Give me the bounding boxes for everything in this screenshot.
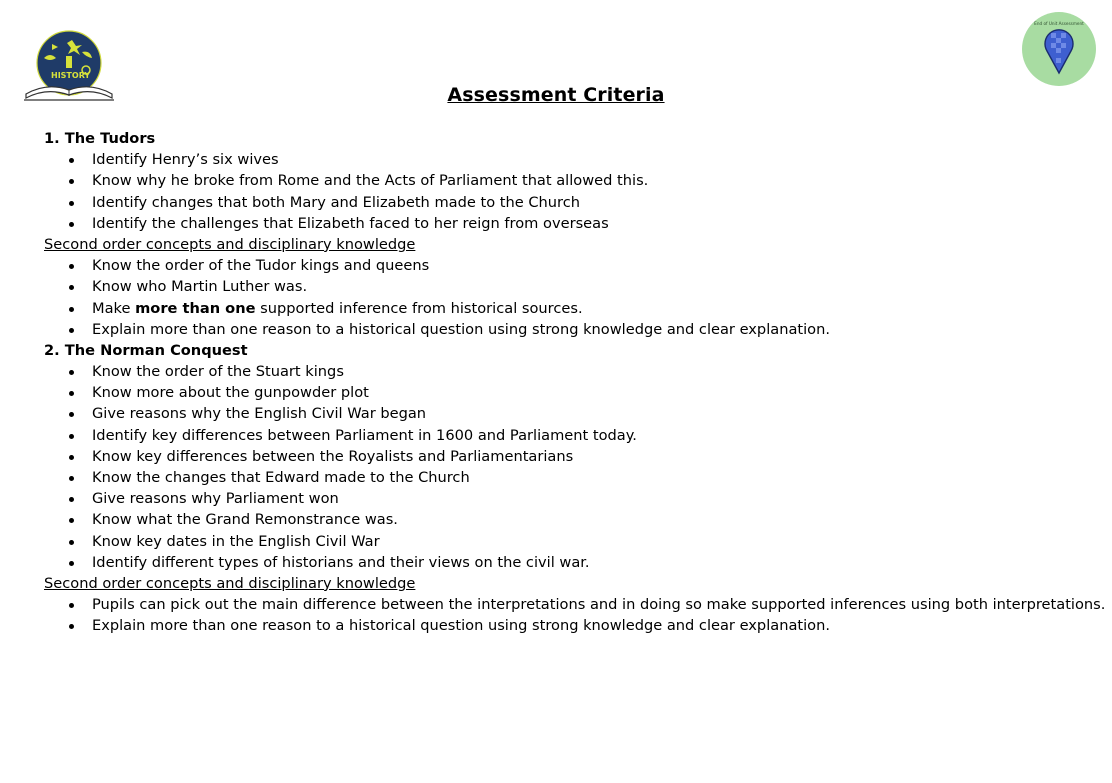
list-item: Know the changes that Edward made to the Church <box>44 467 1104 488</box>
criteria-content <box>44 128 1104 637</box>
section-subheading: Second order concepts and disciplinary knowledge <box>44 574 416 592</box>
list-item: Give reasons why the English Civil War began <box>44 403 1104 424</box>
page-title: Assessment Criteria <box>447 84 665 106</box>
list-item: Know what the Grand Remonstrance was. <box>44 509 1104 530</box>
history-logo-text: HISTORY <box>51 71 91 80</box>
list-item: Pupils can pick out the main difference between the interpretations and in doing so make supported inferences using both interpretations. <box>44 594 1104 615</box>
list-item: Know why he broke from Rome and the Acts of Parliament that allowed this. <box>44 170 1104 191</box>
tower-icon <box>66 56 72 68</box>
list-item: Know the order of the Stuart kings <box>44 361 1104 382</box>
list-item: Identify key differences between Parliament in 1600 and Parliament today. <box>44 425 1104 446</box>
list-item: Identify changes that both Mary and Elizabeth made to the Church <box>44 192 1104 213</box>
list-item-emphasis: more than one <box>135 299 256 317</box>
section-subheading: Second order concepts and disciplinary knowledge <box>44 235 416 253</box>
list-item: Explain more than one reason to a historical question using strong knowledge and clear explanation. <box>44 319 1104 340</box>
list-item: Know key dates in the English Civil War <box>44 531 1104 552</box>
list-item: Identify different types of historians and their views on the civil war. <box>44 552 1104 573</box>
list-item: Identify the challenges that Elizabeth faced to her reign from overseas <box>44 213 1104 234</box>
list-item: Explain more than one reason to a historical question using strong knowledge and clear explanation. <box>44 615 1104 636</box>
list-item: Give reasons why Parliament won <box>44 488 1104 509</box>
list-item <box>44 298 1104 319</box>
list-item: Know more about the gunpowder plot <box>44 382 1104 403</box>
section-heading: 1. The Tudors <box>44 130 156 147</box>
list-item: Know the order of the Tudor kings and queens <box>44 255 1104 276</box>
list-item: Identify Henry’s six wives <box>44 149 1104 170</box>
list-item: Know who Martin Luther was. <box>44 276 1104 297</box>
list-item: Know key differences between the Royalists and Parliamentarians <box>44 446 1104 467</box>
list-item-text: Make <box>92 299 136 317</box>
badge-caption: End of Unit Assessment <box>1034 21 1084 26</box>
section-heading: 2. The Norman Conquest <box>44 341 248 359</box>
list-item-text: supported inference from historical sources. <box>255 299 583 317</box>
end-of-unit-badge <box>1021 11 1097 87</box>
